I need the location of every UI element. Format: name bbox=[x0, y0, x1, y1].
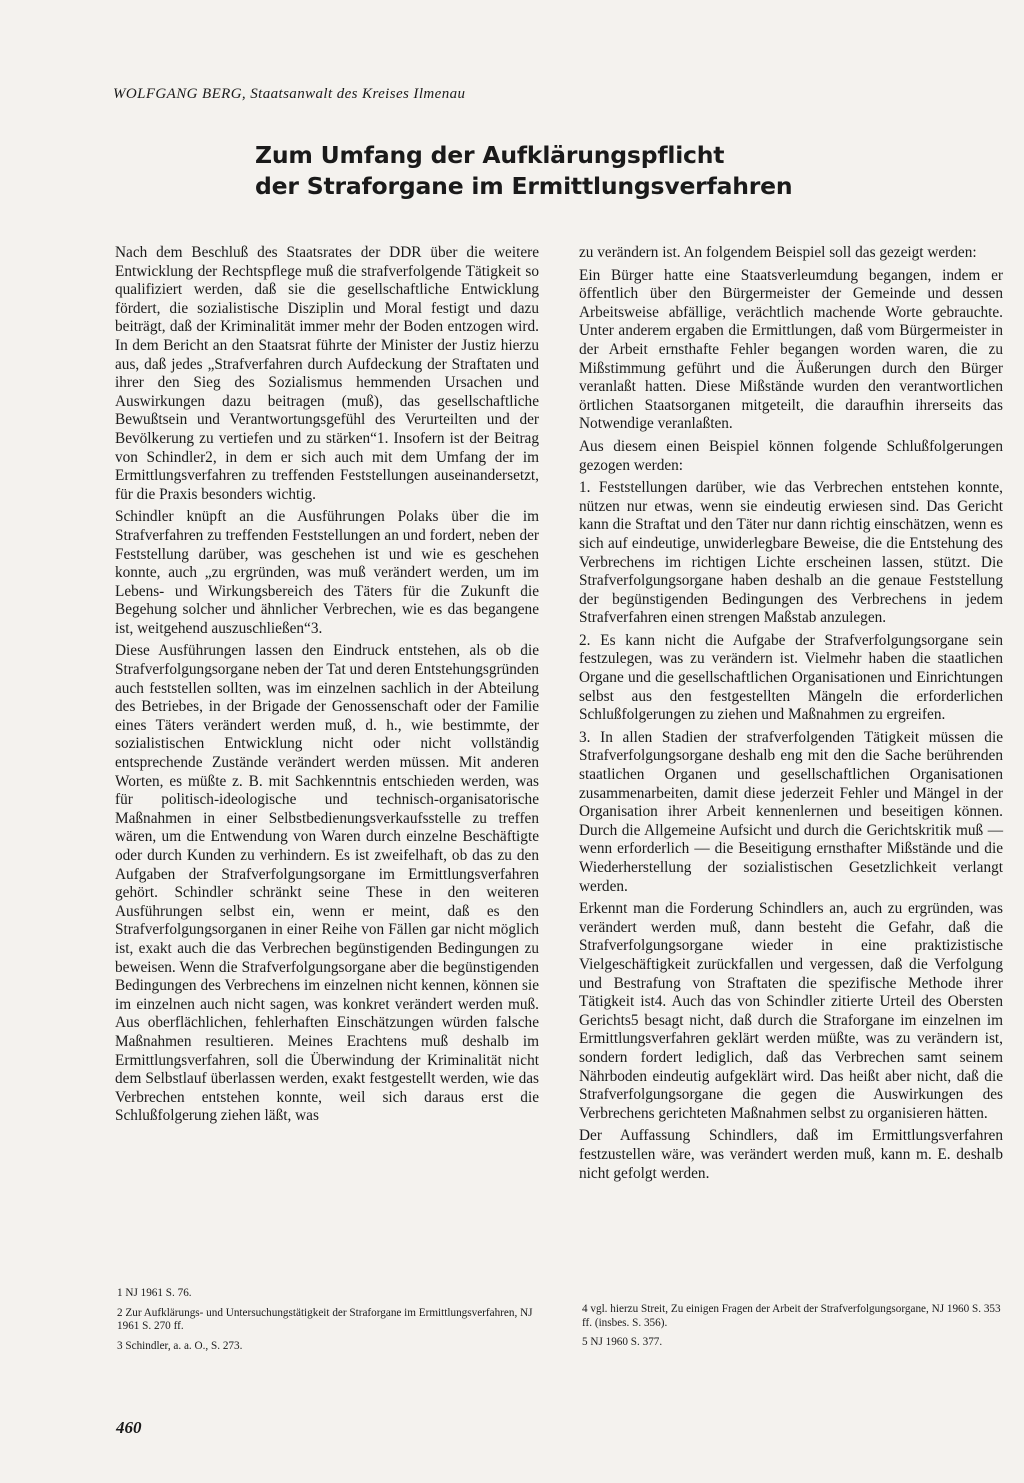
paragraph: Erkennt man die Forderung Schindlers an, auch zu ergründen, was verändert werden muß, dann besteht die Gefahr, daß die Strafverfolgungsorgane wieder in eine praktizistische Vielgeschäftigkeit zurückfallen und vergessen, daß die Verfolgung und Bestrafung von Straftaten die spezifische Methode ihrer Tätigkeit ist4. Auch das von Schindler zitierte Urteil des Obersten Gerichts5 besagt nicht, daß durch die Straforgane im einzelnen im Ermittlungsverfahren geklärt werden müßte, was zu verändern ist, sondern fordert lediglich, daß das Verbrechen samt seinem Nährboden eindeutig aufgeklärt wird. Das heißt aber nicht, daß die Strafverfolgungsorgane die gegen die Auswirkungen des Verbrechens gerichteten Maßnahmen selbst zu organisieren hätten. bbox=[579, 900, 1003, 1122]
footnotes-right bbox=[582, 1303, 1002, 1356]
paragraph: Ein Bürger hatte eine Staatsverleumdung begangen, indem er öffentlich über den Bürgermeister der Gemeinde und dessen Arbeitsweise abfällige, verächtlich machende Worte gebrauchte. Unter anderem ergaben die Ermittlungen, daß vom Bürgermeister in der Arbeit ernsthafte Fehler begangen worden waren, die zu Mißstimmung geführt und die Äußerungen durch den Bürger veranlaßt hatten. Diese Mißstände wurden den verantwortlichen örtlichen Staatsorganen mitgeteilt, die daraufhin ihrerseits das Notwendige veranlaßten. bbox=[579, 266, 1003, 433]
right-column bbox=[579, 244, 1003, 1187]
article-title bbox=[255, 140, 875, 202]
footnote: 4 vgl. hierzu Streit, Zu einigen Fragen der Arbeit der Strafverfolgungsorgane, NJ 1960 S. 353 ff. (insbes. S. 356). bbox=[582, 1303, 1001, 1329]
paragraph: Diese Ausführungen lassen den Eindruck entstehen, als ob die Strafverfolgungsorgane neben der Tat und deren Entstehungsgründen auch feststellen sollten, was im einzelnen sachlich in der Abteilung des Betriebes, in der Brigade der Genossenschaft oder der Familie eines Täters verändert werden muß, d. h., wie bestimmte, der sozialistischen Entwicklung nicht oder nicht vollständig entsprechende Zustände verändert werden müssen. Mit anderen Worten, es müßte z. B. mit Sachkenntnis entschieden werden, was für politisch-ideologische und technisch-organisatorische Maßnahmen in einer Selbstbedienungsverkaufsstelle zu treffen wären, um die Entwendung von Waren durch einzelne Beschäftigte oder durch Kunden zu verhindern. Es ist zweifelhaft, ob das zu den Aufgaben der Strafverfolgungsorgane im Ermittlungsverfahren gehört. Schindler schränkt seine These in den weiteren Ausführungen selbst ein, wenn er meint, daß es den Strafverfolgungsorganen in einer Reihe von Fällen gar nicht möglich ist, exakt auch die das Verbrechen begünstigenden Bedingungen zu beweisen. Wenn die Strafverfolgungsorgane aber die begünstigenden Bedingungen des Verbrechens im einzelnen nicht kennen, können sie im einzelnen auch nicht sagen, was konkret verändert werden muß. Aus oberflächlichen, fehlerhaften Einschätzungen würden falsche Maßnahmen resultieren. Meines Erachtens muß deshalb im Ermittlungsverfahren, soll die Überwindung der Kriminalität nicht dem Selbstlauf überlassen werden, exakt festgestellt werden, wie das Verbrechen entstehen konnte, weil sich daraus erst die Schlußfolgerung ziehen läßt, was bbox=[115, 642, 540, 1125]
title-line-2: der Straforgane im Ermittlungsverfahren bbox=[255, 172, 793, 200]
footnote: 3 Schindler, a. a. O., S. 273. bbox=[117, 1339, 243, 1352]
footnote: 2 Zur Aufklärungs- und Untersuchungstätigkeit der Straforgane im Ermittlungsverfahren, NJ 1961 S. 270 ff. bbox=[117, 1306, 533, 1332]
footnotes-left bbox=[117, 1287, 537, 1359]
paragraph: Der Auffassung Schindlers, daß im Ermittlungsverfahren festzustellen wäre, was verändert werden muß, kann m. E. deshalb nicht gefolgt werden. bbox=[579, 1127, 1003, 1182]
footnote: 5 NJ 1960 S. 377. bbox=[582, 1336, 663, 1348]
paragraph: Schindler knüpft an die Ausführungen Polaks über die im Strafverfahren zu treffenden Feststellungen an und fordert, neben der Feststellung darüber, was geschehen ist und wie es geschehen konnte, auch „zu ergründen, was muß verändert werden, um im Lebens- und Wirkungsbereich des Täters für die Zukunft die Begehung solcher und ähnlicher Verbrechen, wie es das begangene ist, weitgehend auszuschließen“3. bbox=[115, 508, 539, 637]
title-line-1: Zum Umfang der Aufklärungspflicht bbox=[255, 141, 725, 169]
paragraph: Aus diesem einen Beispiel können folgende Schlußfolgerungen gezogen werden: bbox=[579, 437, 1003, 474]
paragraph: 3. In allen Stadien der strafverfolgenden Tätigkeit müssen die Strafverfolgungsorgane deshalb eng mit den die Sache berührenden staatlichen Organen und gesellschaftlichen Organisationen zusammenarbeiten, damit diese jederzeit Fehler und Mängel in der Organisation ihrer Arbeit kennenlernen und beseitigen können. Durch die Allgemeine Aufsicht und durch die Gerichtskritik muß — wenn erforderlich — die Beseitigung ernsthafter Mißstände und die Wiederherstellung der sozialistischen Gesetzlichkeit verlangt werden. bbox=[579, 728, 1003, 895]
left-column bbox=[115, 244, 539, 1130]
page-number: 460 bbox=[116, 1418, 142, 1437]
author-byline: WOLFGANG BERG, Staatsanwalt des Kreises Ilmenau bbox=[113, 86, 466, 102]
footnote: 1 NJ 1961 S. 76. bbox=[117, 1287, 192, 1299]
paragraph: 2. Es kann nicht die Aufgabe der Strafverfolgungsorgane sein festzulegen, was zu verändern ist. Vielmehr haben die staatlichen Organe und die gesellschaftlichen Organisationen und Einrichtungen selbst aus den festgestellten Mängeln die erforderlichen Schlußfolgerungen zu ziehen und Maßnahmen zu ergreifen. bbox=[579, 631, 1003, 724]
paragraph: Nach dem Beschluß des Staatsrates der DDR über die weitere Entwicklung der Rechtspflege muß die strafverfolgende Tätigkeit so qualifiziert werden, daß sie die gesellschaftliche Entwicklung fördert, die sozialistische Disziplin und Moral festigt und dazu beiträgt, daß der Kriminalität immer mehr der Boden entzogen wird. In dem Bericht an den Staatsrat führte der Minister der Justiz hierzu aus, daß jedes „Strafverfahren durch Aufdeckung der Straftaten und ihrer den Sieg des Sozialismus hemmenden Ursachen und Auswirkungen dazu beitragen (muß), das gesellschaftliche Bewußtsein und Verantwortungsgefühl des Verurteilten und der Bevölkerung zu vertiefen und zu stärken“1. Insofern ist der Beitrag von Schindler2, in dem er sich auch mit dem Umfang der im Ermittlungsverfahren zu treffenden Feststellungen auseinandersetzt, für die Praxis besonders wichtig. bbox=[115, 244, 539, 503]
paragraph: 1. Feststellungen darüber, wie das Verbrechen entstehen konnte, nützen nur etwas, wenn sie eindeutig erwiesen sind. Das Gericht kann die Straftat und den Täter nur dann richtig einschätzen, wenn es sich auf eindeutige, unwiderlegbare Beweise, die die Entstehung des Verbrechens im richtigen Lichte erscheinen lassen, stützt. Die Strafverfolgungsorgane haben deshalb an die genaue Feststellung der begünstigenden Bedingungen des Verbrechens in jedem Strafverfahren einen strengen Maßstab anzulegen. bbox=[579, 479, 1003, 627]
paragraph: zu verändern ist. An folgendem Beispiel soll das gezeigt werden: bbox=[579, 244, 977, 261]
